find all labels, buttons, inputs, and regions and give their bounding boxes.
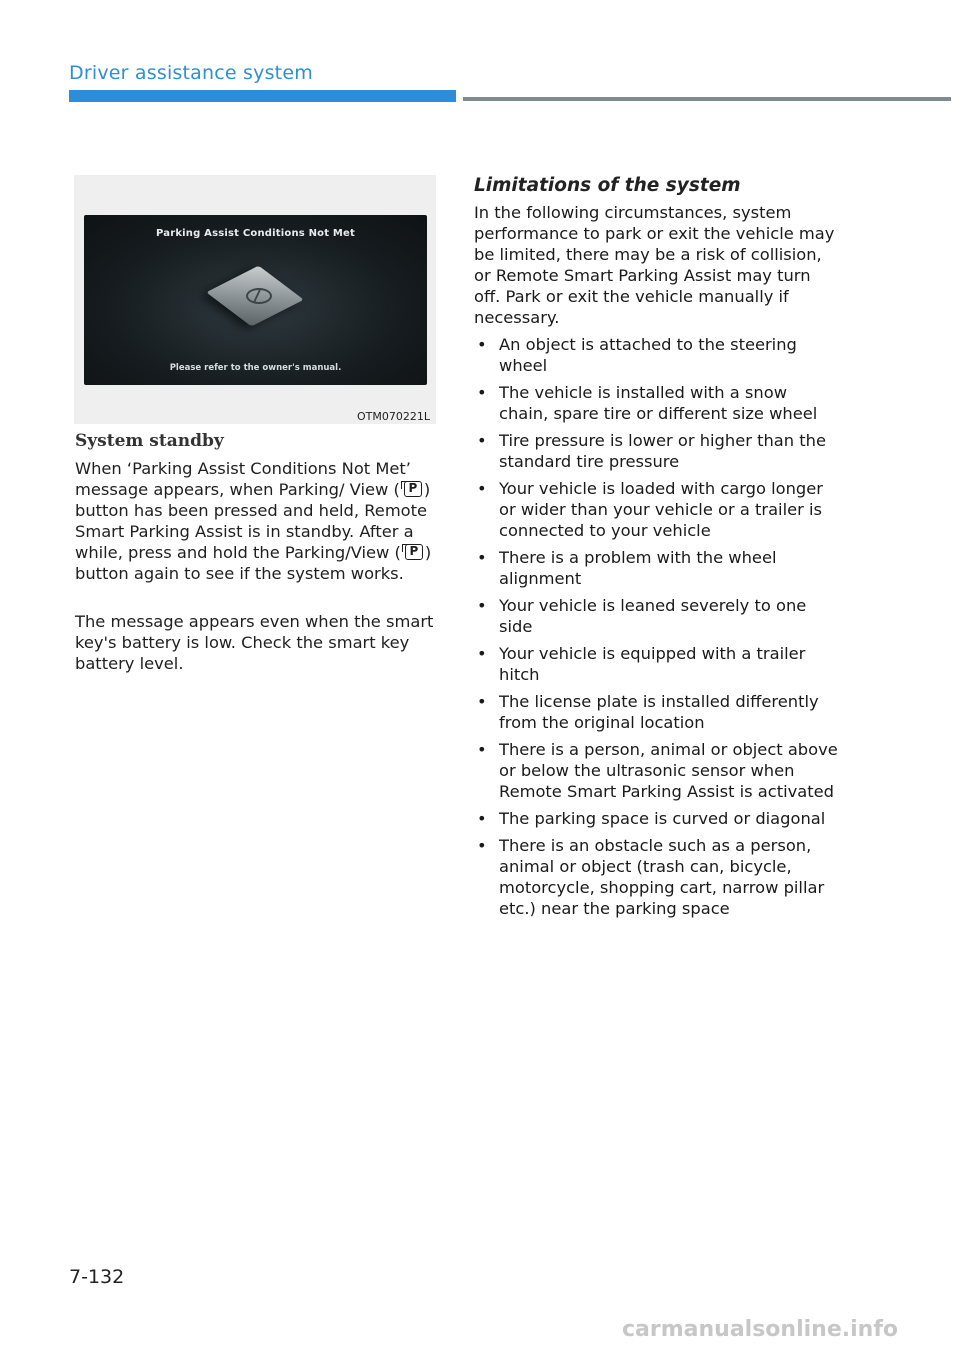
standby-text-2: ) button has been pressed and held, Remote Smart Parking Assist is in standby. After a while, press and hold the Parking/View ( [75,479,431,562]
battery-paragraph: The message appears even when the smart key's battery is low. Check the smart key battery level. [75,612,434,673]
list-item: • There is a person, animal or object above or below the ultrasonic sensor when Remote Smart Parking Assist is activated [477,739,838,801]
figure [74,175,436,424]
bullet-icon: • [477,547,487,567]
bullet-icon: • [477,691,487,711]
watermark: carmanualsonline.info [622,1317,898,1342]
standby-paragraph [75,459,445,584]
limitations-heading: Limitations of the system [474,175,741,196]
list-item: • Your vehicle is leaned severely to one side [477,595,807,636]
list-item: • An object is attached to the steering wheel [477,335,797,375]
bullet-icon: • [477,595,487,615]
screen-title: Parking Assist Conditions Not Met [155,228,356,239]
bullet-icon: • [477,479,487,498]
limitations-intro: In the following circumstances, system performance to park or exit the vehicle may be limited, there may be a risk of collision, or Remote Smart Parking Assist may turn off. Park or exit the vehicle manually if necessary. [474,203,835,327]
list-item: • The license plate is installed differently from the original location [477,691,819,732]
bullet-icon: • [477,808,487,828]
parking-view-button-icon: P [402,544,424,561]
list-item: • There is a problem with the wheel alignment [477,547,777,588]
bullet-icon: • [477,335,487,354]
figure-code: OTM070221L [357,410,430,423]
list-item: • Your vehicle is equipped with a trailer hitch [477,643,806,684]
list-item: • The parking space is curved or diagonal [477,808,826,828]
screen-footer: Please refer to the owner's manual. [169,363,342,373]
header-rule-gray [463,97,951,101]
list-item: • There is an obstacle such as a person, animal or object (trash can, bicycle, motorcycle, shopping cart, narrow pillar etc.) near the parking space [477,835,825,918]
standby-text-1: When ‘Parking Assist Conditions Not Met’ message appears, when Parking/ View ( [75,459,411,499]
bullet-icon: • [477,383,487,402]
cluster-screen-image [84,215,427,385]
limitations-list [474,335,839,926]
header-rule-blue [69,90,456,102]
brand-logo-icon [246,288,272,304]
bullet-icon: • [477,431,487,450]
list-item: • The vehicle is installed with a snow chain, spare tire or different size wheel [477,383,818,423]
section-title: Driver assistance system [69,62,313,84]
parking-view-button-icon: P [401,481,423,498]
bullet-icon: • [477,835,487,855]
list-item: • Tire pressure is lower or higher than the standard tire pressure [477,431,826,471]
page-number: 7-132 [69,1266,125,1288]
list-item: • Your vehicle is loaded with cargo longer or wider than your vehicle or a trailer is connected to your vehicle [477,479,823,540]
bullet-icon: • [477,643,487,663]
standby-text-3: ) button again to see if the system works. [75,542,432,583]
bullet-icon: • [477,739,487,759]
system-standby-heading: System standby [75,431,224,451]
